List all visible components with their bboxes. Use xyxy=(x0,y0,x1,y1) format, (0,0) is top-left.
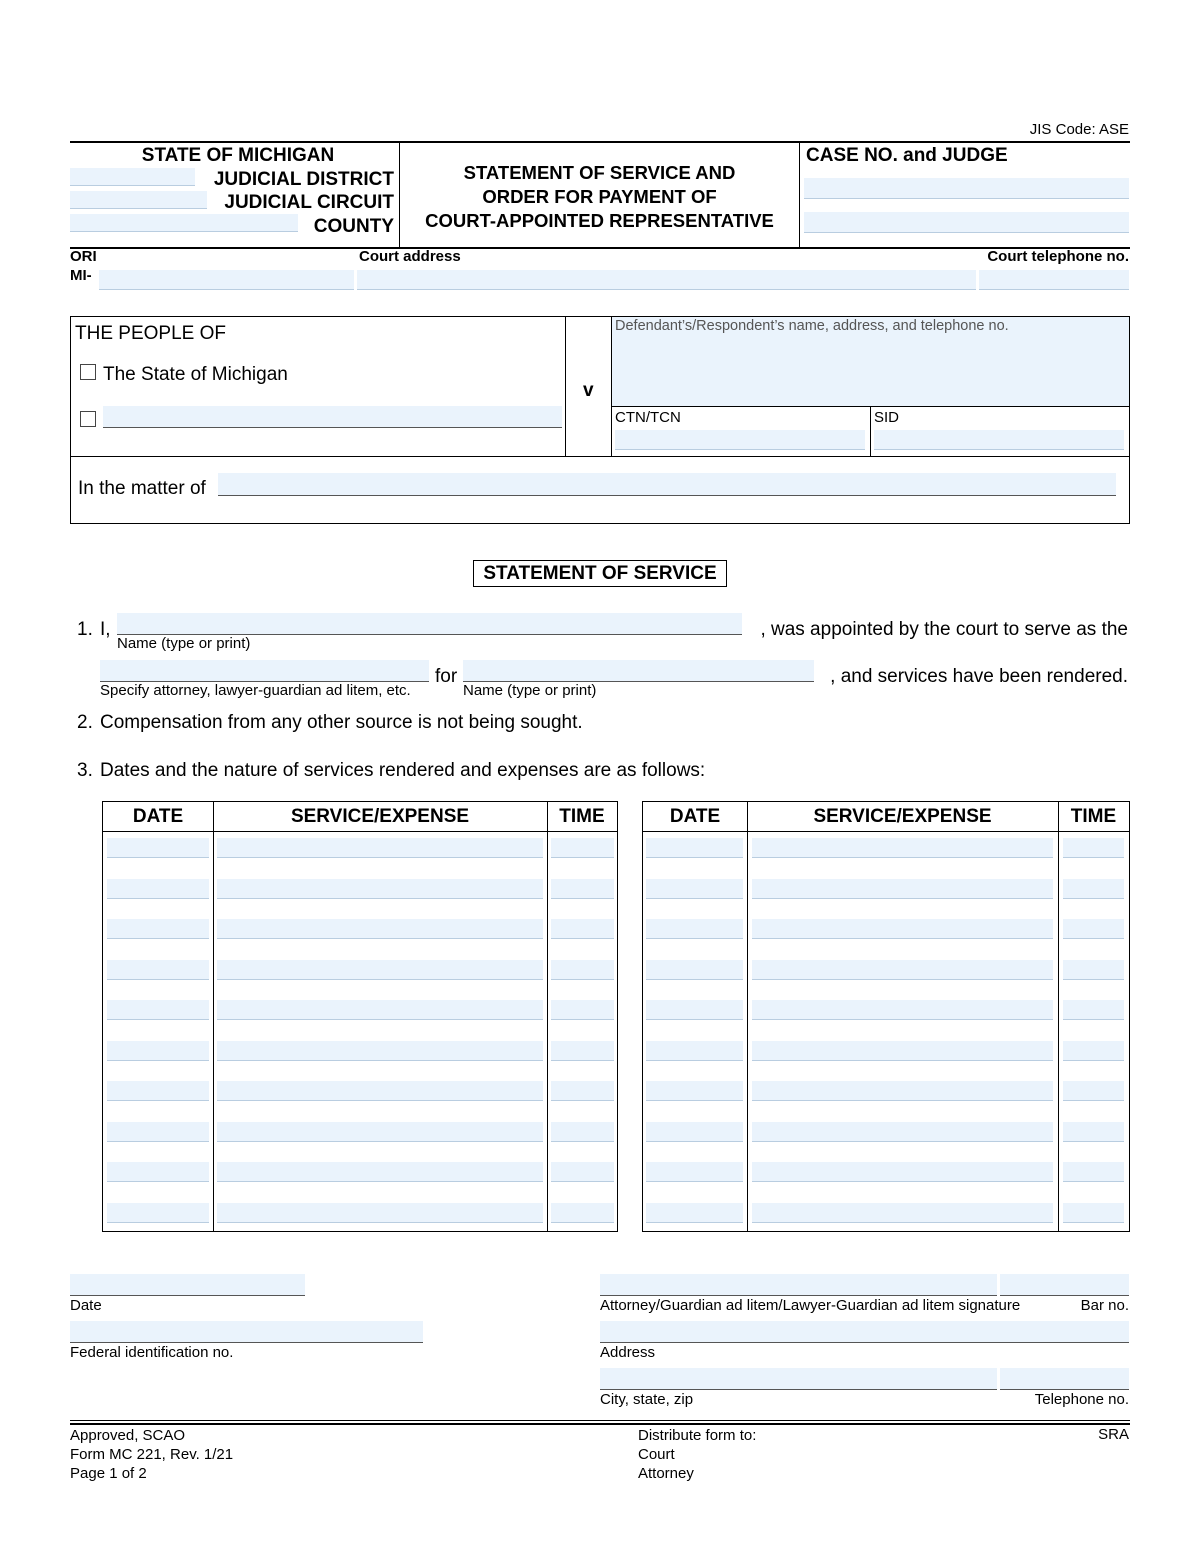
district-label: JUDICIAL DISTRICT xyxy=(213,169,394,190)
defendant-label: Defendant’s/Respondent’s name, address, and telephone no. xyxy=(615,318,1009,334)
date-field[interactable] xyxy=(70,1274,305,1296)
item1-number: 1. xyxy=(77,619,93,640)
court-address-field[interactable] xyxy=(357,270,976,290)
telephone-label: Telephone no. xyxy=(1034,1391,1129,1408)
versus-label: v xyxy=(583,380,594,401)
ctn-field[interactable] xyxy=(615,430,865,450)
state-of-michigan-label: The State of Michigan xyxy=(103,364,288,385)
page-number: Page 1 of 2 xyxy=(70,1465,147,1482)
item3-text: Dates and the nature of services rendered and expenses are as follows: xyxy=(100,760,706,781)
header-divider-right xyxy=(799,141,800,248)
service-expense-cell[interactable] xyxy=(217,879,543,899)
header-top-rule xyxy=(70,141,1130,143)
date-cell[interactable] xyxy=(646,1081,743,1101)
distribute-court: Court xyxy=(638,1446,675,1463)
service-expense-cell[interactable] xyxy=(217,1000,543,1020)
appointee-name-caption: Name (type or print) xyxy=(117,635,251,652)
service-expense-cell[interactable] xyxy=(217,1122,543,1142)
time-cell[interactable] xyxy=(551,1162,614,1182)
time-cell[interactable] xyxy=(551,1041,614,1061)
col-divider xyxy=(747,802,748,1231)
date-cell[interactable] xyxy=(107,1162,209,1182)
time-cell[interactable] xyxy=(1063,838,1124,858)
date-cell[interactable] xyxy=(646,838,743,858)
jis-code: JIS Code: ASE xyxy=(1029,121,1129,138)
city-state-zip-field[interactable] xyxy=(600,1368,997,1390)
time-cell[interactable] xyxy=(1063,919,1124,939)
service-expense-cell[interactable] xyxy=(217,838,543,858)
time-cell[interactable] xyxy=(1063,1041,1124,1061)
service-expense-cell[interactable] xyxy=(752,838,1053,858)
date-cell[interactable] xyxy=(107,1000,209,1020)
date-cell[interactable] xyxy=(646,919,743,939)
service-expense-cell[interactable] xyxy=(752,1000,1053,1020)
mi-label: MI- xyxy=(70,267,92,284)
time-cell[interactable] xyxy=(551,1000,614,1020)
distribution-list xyxy=(638,1426,756,1483)
telephone-field[interactable] xyxy=(1000,1368,1129,1390)
city-state-zip-label: City, state, zip xyxy=(600,1391,694,1408)
role-caption: Specify attorney, lawyer-guardian ad litem, etc. xyxy=(100,682,411,699)
state-of-michigan-checkbox[interactable] xyxy=(80,364,96,380)
county-field[interactable] xyxy=(70,214,298,232)
form-title-line3: COURT-APPOINTED REPRESENTATIVE xyxy=(425,210,774,231)
date-cell[interactable] xyxy=(107,879,209,899)
col-divider xyxy=(1058,802,1059,1231)
approved-text: Approved, SCAO xyxy=(70,1427,186,1444)
judge-field[interactable] xyxy=(804,212,1129,233)
case-no-field[interactable] xyxy=(804,178,1129,199)
bar-no-label: Bar no. xyxy=(1080,1297,1129,1314)
service-expense-cell[interactable] xyxy=(217,1041,543,1061)
header-rule xyxy=(643,831,1129,832)
time-cell[interactable] xyxy=(551,1081,614,1101)
service-expense-cell[interactable] xyxy=(217,960,543,980)
service-expense-cell[interactable] xyxy=(752,1162,1053,1182)
footer-rule-bottom xyxy=(70,1423,1130,1425)
header-rule xyxy=(103,831,617,832)
item3-number: 3. xyxy=(77,760,93,781)
county-label: COUNTY xyxy=(313,216,394,237)
date-cell[interactable] xyxy=(107,1122,209,1142)
services-rendered-text: , and services have been rendered. xyxy=(830,666,1128,687)
services-table-left xyxy=(102,801,618,1232)
date-cell[interactable] xyxy=(646,1162,743,1182)
date-cell[interactable] xyxy=(646,1122,743,1142)
matter-of-label: In the matter of xyxy=(78,478,206,499)
time-cell[interactable] xyxy=(1063,1081,1124,1101)
service-expense-cell[interactable] xyxy=(752,1041,1053,1061)
date-header: DATE xyxy=(132,806,184,827)
service-expense-cell[interactable] xyxy=(752,1081,1053,1101)
section-title: STATEMENT OF SERVICE xyxy=(473,560,727,587)
time-cell[interactable] xyxy=(1063,1000,1124,1020)
time-cell[interactable] xyxy=(551,1203,614,1223)
time-cell[interactable] xyxy=(551,919,614,939)
time-header: TIME xyxy=(559,806,605,827)
address-field[interactable] xyxy=(600,1321,1129,1343)
date-cell[interactable] xyxy=(107,919,209,939)
footer-rule-top xyxy=(70,1420,1130,1421)
service-expense-cell[interactable] xyxy=(217,1081,543,1101)
matter-of-field[interactable] xyxy=(218,473,1116,496)
district-field[interactable] xyxy=(70,168,195,186)
time-cell[interactable] xyxy=(1063,960,1124,980)
services-table-right xyxy=(642,801,1130,1232)
time-header: TIME xyxy=(1070,806,1117,827)
header-bottom-rule xyxy=(70,247,1130,249)
date-label: Date xyxy=(70,1297,102,1314)
time-cell[interactable] xyxy=(551,879,614,899)
bar-no-field[interactable] xyxy=(1000,1274,1129,1296)
date-cell[interactable] xyxy=(107,960,209,980)
service-expense-header: SERVICE/EXPENSE xyxy=(290,806,470,827)
circuit-label: JUDICIAL CIRCUIT xyxy=(224,192,394,213)
case-no-label: CASE NO. and JUDGE xyxy=(806,145,1008,166)
time-cell[interactable] xyxy=(1063,1162,1124,1182)
other-plaintiff-checkbox[interactable] xyxy=(80,411,96,427)
service-expense-cell[interactable] xyxy=(752,919,1053,939)
appointee-name-field[interactable] xyxy=(117,613,742,635)
federal-id-label: Federal identification no. xyxy=(70,1344,234,1361)
time-cell[interactable] xyxy=(1063,879,1124,899)
ori-field[interactable] xyxy=(99,270,354,290)
attorney-signature-label: Attorney/Guardian ad litem/Lawyer-Guardian ad litem signature xyxy=(600,1297,1021,1314)
time-cell[interactable] xyxy=(1063,1203,1124,1223)
item2-text: Compensation from any other source is not being sought. xyxy=(100,712,583,733)
federal-id-field[interactable] xyxy=(70,1321,423,1343)
date-cell[interactable] xyxy=(646,879,743,899)
address-label: Address xyxy=(600,1344,656,1361)
date-cell[interactable] xyxy=(646,1000,743,1020)
date-cell[interactable] xyxy=(107,838,209,858)
date-cell[interactable] xyxy=(646,1041,743,1061)
plaintiff-divider xyxy=(565,316,566,456)
court-telephone-field[interactable] xyxy=(979,270,1129,290)
attorney-signature-field[interactable] xyxy=(600,1274,997,1296)
circuit-field[interactable] xyxy=(70,191,207,209)
sra-label: SRA xyxy=(1098,1426,1129,1443)
service-expense-cell[interactable] xyxy=(752,1122,1053,1142)
item2-number: 2. xyxy=(77,712,93,733)
court-address-label: Court address xyxy=(359,248,461,265)
sid-label: SID xyxy=(874,409,900,426)
time-cell[interactable] xyxy=(551,960,614,980)
service-expense-header: SERVICE/EXPENSE xyxy=(813,806,992,827)
service-expense-cell[interactable] xyxy=(752,879,1053,899)
role-field[interactable] xyxy=(100,660,429,682)
col-divider xyxy=(547,802,548,1231)
client-name-caption: Name (type or print) xyxy=(463,682,597,699)
service-expense-cell[interactable] xyxy=(752,1203,1053,1223)
ctn-label: CTN/TCN xyxy=(615,409,681,426)
ctn-sid-divider xyxy=(870,406,871,456)
time-cell[interactable] xyxy=(1063,1122,1124,1142)
date-cell[interactable] xyxy=(107,1081,209,1101)
sid-field[interactable] xyxy=(874,430,1124,450)
service-expense-cell[interactable] xyxy=(217,1203,543,1223)
court-telephone-label: Court telephone no. xyxy=(987,248,1129,265)
form-title-line1: STATEMENT OF SERVICE AND xyxy=(463,162,736,183)
service-expense-cell[interactable] xyxy=(217,919,543,939)
state-heading: STATE OF MICHIGAN xyxy=(141,145,335,166)
form-title xyxy=(400,161,799,233)
distribute-label: Distribute form to: xyxy=(638,1427,757,1444)
date-cell[interactable] xyxy=(107,1203,209,1223)
date-cell[interactable] xyxy=(646,960,743,980)
form-number: Form MC 221, Rev. 1/21 xyxy=(70,1446,234,1463)
service-expense-cell[interactable] xyxy=(752,960,1053,980)
date-cell[interactable] xyxy=(646,1203,743,1223)
matter-divider xyxy=(70,456,1130,457)
form-info xyxy=(70,1426,233,1483)
item1-suffix: , was appointed by the court to serve as the xyxy=(760,619,1128,640)
ori-label: ORI xyxy=(70,248,97,265)
item1-prefix: I, xyxy=(100,619,111,640)
time-cell[interactable] xyxy=(551,1122,614,1142)
date-header: DATE xyxy=(669,806,721,827)
people-of-label: THE PEOPLE OF xyxy=(75,323,226,344)
date-cell[interactable] xyxy=(107,1041,209,1061)
distribute-attorney: Attorney xyxy=(638,1465,694,1482)
other-plaintiff-field[interactable] xyxy=(103,406,562,428)
service-expense-cell[interactable] xyxy=(217,1162,543,1182)
client-name-field[interactable] xyxy=(463,660,814,682)
time-cell[interactable] xyxy=(551,838,614,858)
col-divider xyxy=(213,802,214,1231)
form-title-line2: ORDER FOR PAYMENT OF xyxy=(482,186,717,207)
for-label: for xyxy=(435,666,458,687)
